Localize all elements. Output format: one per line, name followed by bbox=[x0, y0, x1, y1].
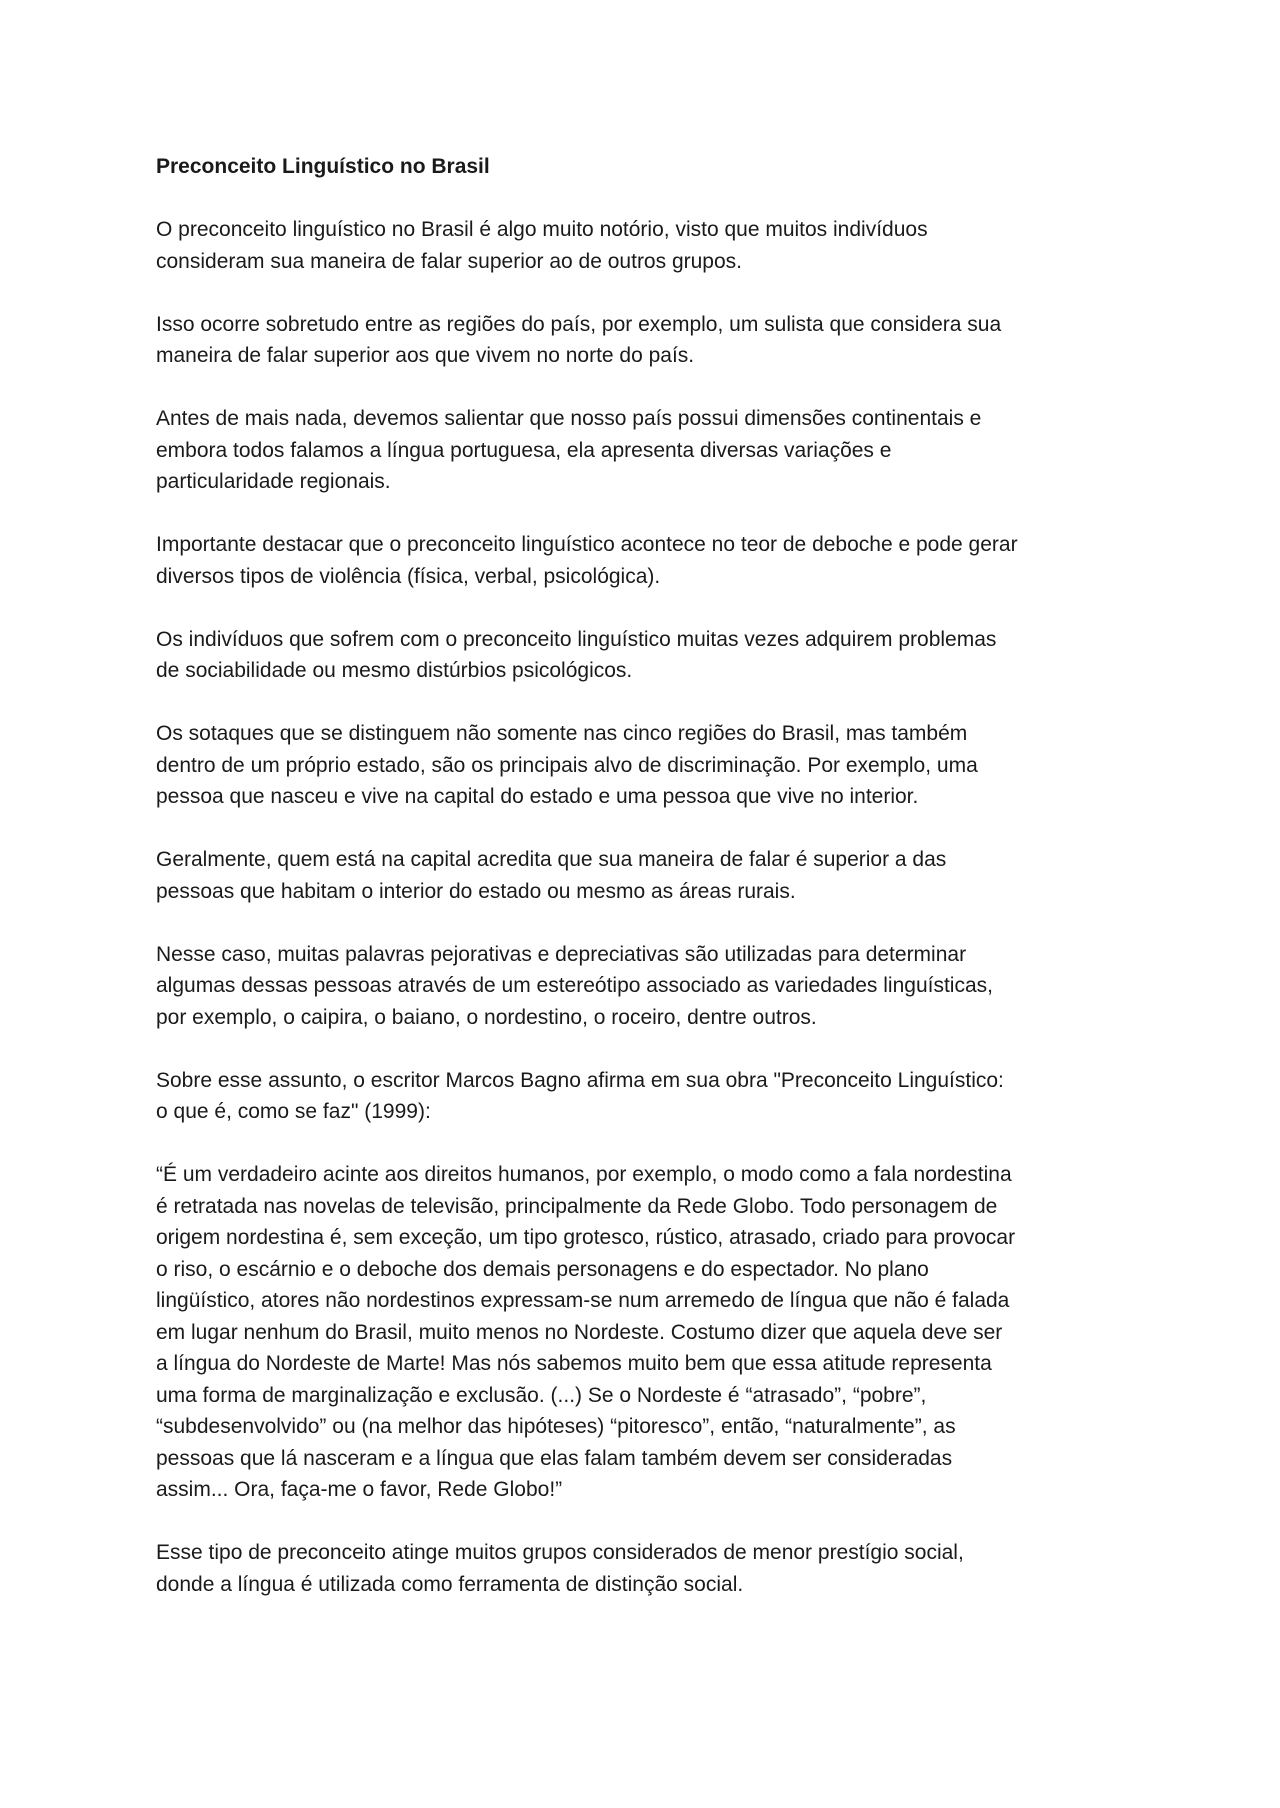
paragraph-line: assim... Ora, faça-me o favor, Rede Globo!” bbox=[156, 1478, 563, 1501]
paragraph-conclusion bbox=[156, 1537, 1130, 1600]
paragraph-line: lingüístico, atores não nordestinos expressam-se num arremedo de língua que não é falada bbox=[156, 1289, 1010, 1312]
paragraph-line: uma forma de marginalização e exclusão. (...) Se o Nordeste é “atrasado”, “pobre”, bbox=[156, 1383, 927, 1407]
paragraph-line: origem nordestina é, sem exceção, um tipo grotesco, rústico, atrasado, criado para provocar bbox=[156, 1226, 1016, 1249]
paragraph-line: o que é, como se faz" (1999): bbox=[156, 1100, 431, 1123]
paragraph-bagno bbox=[156, 1065, 1130, 1128]
paragraph-line: embora todos falamos a língua portuguesa, ela apresenta diversas variações e bbox=[156, 438, 892, 462]
paragraph-line: Importante destacar que o preconceito linguístico acontece no teor de deboche e pode gerar bbox=[156, 533, 1018, 556]
paragraph-line: a língua do Nordeste de Marte! Mas nós sabemos muito bem que essa atitude representa bbox=[156, 1352, 992, 1375]
paragraph-line: pessoa que nasceu e vive na capital do estado e uma pessoa que vive no interior. bbox=[156, 785, 919, 808]
paragraph-line: Isso ocorre sobretudo entre as regiões do país, por exemplo, um sulista que considera sua bbox=[156, 312, 1002, 336]
paragraph-line: consideram sua maneira de falar superior ao de outros grupos. bbox=[156, 249, 742, 273]
paragraph-line: donde a língua é utilizada como ferramenta de distinção social. bbox=[156, 1572, 744, 1596]
paragraph-line: “É um verdadeiro acinte aos direitos humanos, por exemplo, o modo como a fala nordestina bbox=[156, 1163, 1012, 1186]
paragraph-line: Esse tipo de preconceito atinge muitos grupos considerados de menor prestígio social, bbox=[156, 1541, 964, 1564]
paragraph-problems bbox=[156, 624, 1130, 687]
paragraph-line: por exemplo, o caipira, o baiano, o nordestino, o roceiro, dentre outros. bbox=[156, 1005, 817, 1029]
paragraph-line: algumas dessas pessoas através de um estereótipo associado as variedades linguísticas, bbox=[156, 974, 993, 997]
paragraph-line: Sobre esse assunto, o escritor Marcos Bagno afirma em sua obra "Preconceito Linguístico: bbox=[156, 1068, 1004, 1092]
paragraph-line: é retratada nas novelas de televisão, principalmente da Rede Globo. Todo personagem de bbox=[156, 1194, 998, 1218]
document-title: Preconceito Linguístico no Brasil bbox=[156, 155, 490, 178]
paragraph-line: o riso, o escárnio e o deboche dos demais personagens e do espectador. No plano bbox=[156, 1257, 929, 1281]
paragraph-capital bbox=[156, 844, 1130, 907]
paragraph-regions bbox=[156, 309, 1130, 372]
document-body bbox=[156, 214, 1130, 1600]
paragraph-line: O preconceito linguístico no Brasil é algo muito notório, visto que muitos indivíduos bbox=[156, 218, 928, 241]
paragraph-line: Nesse caso, muitas palavras pejorativas e depreciativas são utilizadas para determinar bbox=[156, 942, 967, 966]
paragraph-line: pessoas que lá nasceram e a língua que elas falam também devem ser consideradas bbox=[156, 1446, 953, 1470]
paragraph-line: de sociabilidade ou mesmo distúrbios psicológicos. bbox=[156, 659, 633, 682]
paragraph-line: em lugar nenhum do Brasil, muito menos no Nordeste. Costumo dizer que aquela deve ser bbox=[156, 1320, 1003, 1344]
paragraph-line: Os indivíduos que sofrem com o preconceito linguístico muitas vezes adquirem problemas bbox=[156, 627, 997, 651]
paragraph-pejorative bbox=[156, 939, 1130, 1034]
paragraph-line: maneira de falar superior aos que vivem no norte do país. bbox=[156, 344, 695, 367]
paragraph-line: pessoas que habitam o interior do estado ou mesmo as áreas rurais. bbox=[156, 879, 796, 903]
paragraph-line: diversos tipos de violência (física, verbal, psicológica). bbox=[156, 564, 661, 588]
paragraph-line: Os sotaques que se distinguem não somente nas cinco regiões do Brasil, mas também bbox=[156, 722, 968, 745]
paragraph-line: “subdesenvolvido” ou (na melhor das hipóteses) “pitoresco”, então, “naturalmente”, as bbox=[156, 1415, 956, 1438]
paragraph-intro bbox=[156, 214, 1130, 277]
paragraph-dimensions bbox=[156, 403, 1130, 498]
paragraph-accents bbox=[156, 718, 1130, 813]
paragraph-quote bbox=[156, 1159, 1130, 1506]
paragraph-line: dentro de um próprio estado, são os principais alvo de discriminação. Por exemplo, uma bbox=[156, 753, 978, 777]
paragraph-line: Antes de mais nada, devemos salientar que nosso país possui dimensões continentais e bbox=[156, 407, 982, 430]
paragraph-line: Geralmente, quem está na capital acredita que sua maneira de falar é superior a das bbox=[156, 848, 947, 871]
paragraph-violence bbox=[156, 529, 1130, 592]
paragraph-line: particularidade regionais. bbox=[156, 470, 391, 493]
